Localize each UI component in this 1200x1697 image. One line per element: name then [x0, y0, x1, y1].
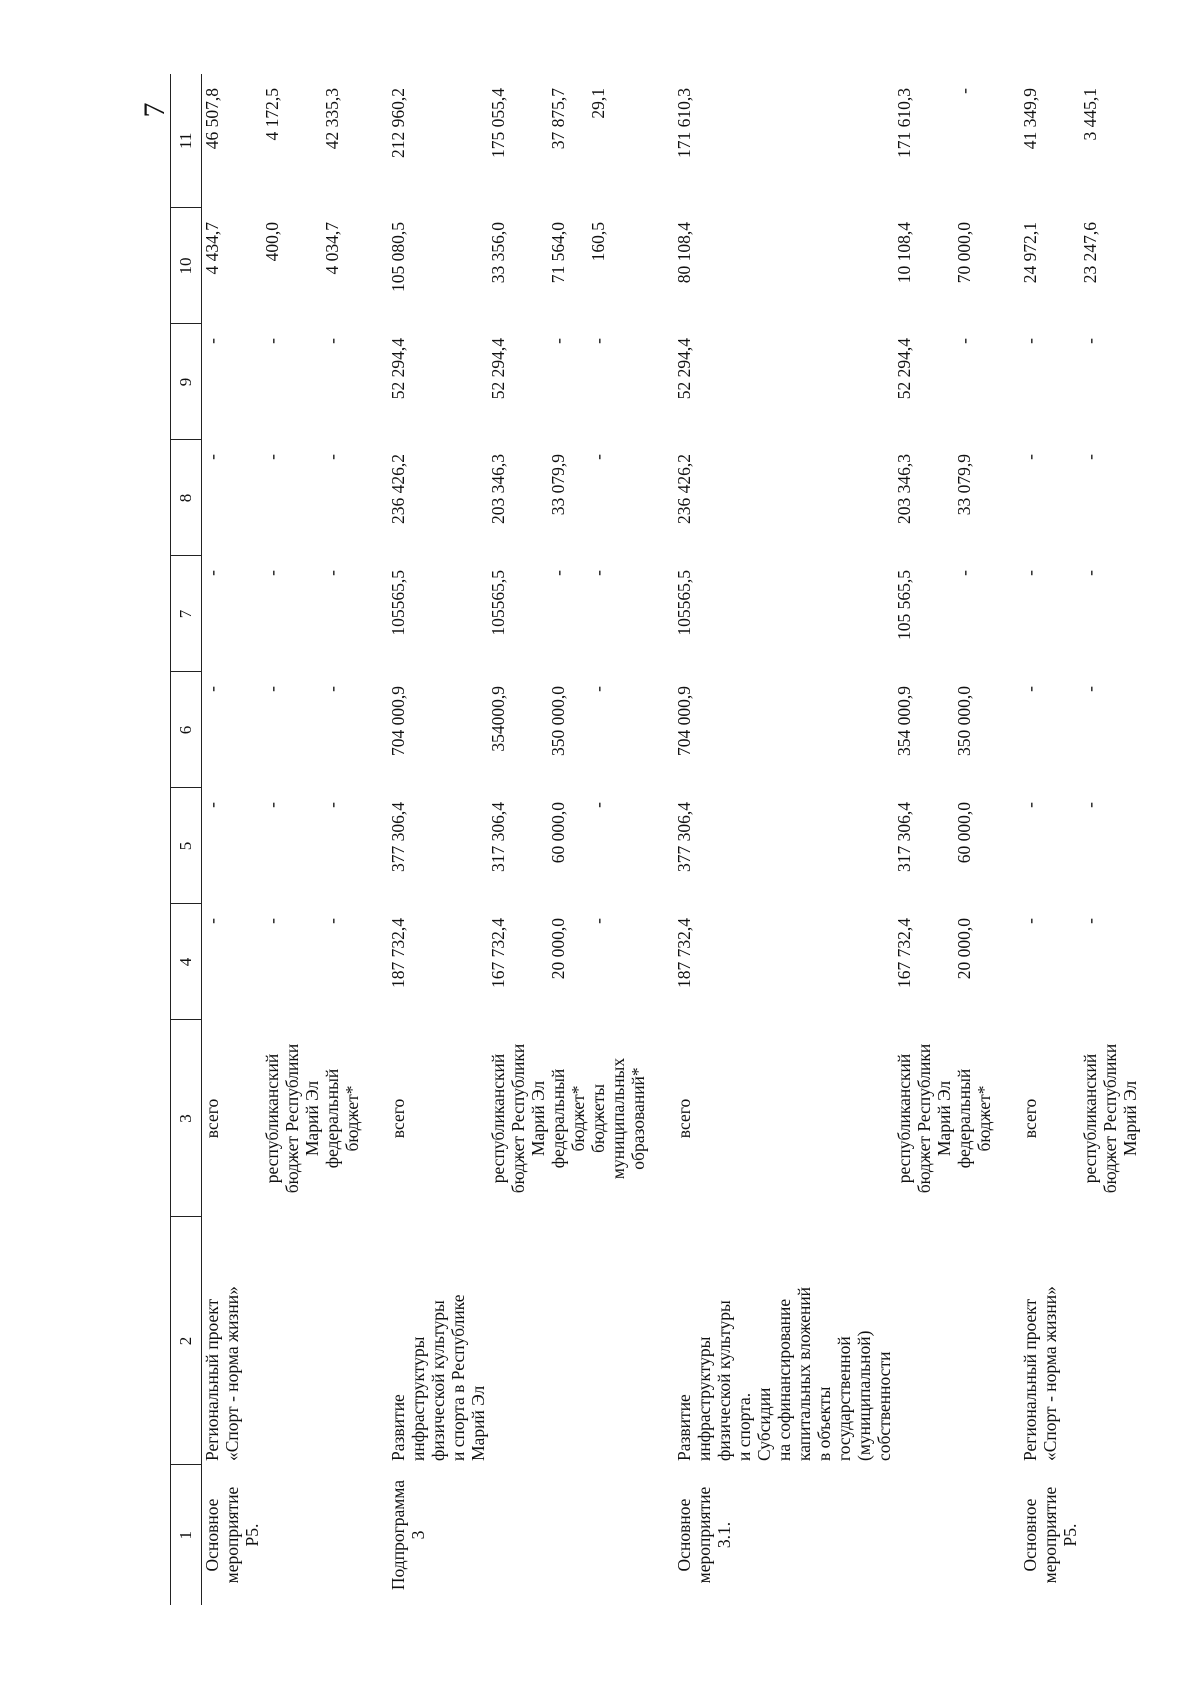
- page-number: 7: [138, 102, 171, 118]
- group-spacer: [362, 74, 388, 1605]
- amount-cell: 52 294,4: [674, 338, 694, 400]
- amount-cell: 212 960,2: [388, 88, 408, 158]
- amount-cell: -: [202, 802, 222, 808]
- amount-cell: -: [588, 454, 608, 460]
- funding-source-cell: всего: [202, 1098, 222, 1139]
- amount-cell: -: [954, 88, 974, 94]
- amount-cell: 46 507,8: [202, 88, 222, 150]
- amount-cell: -: [262, 570, 282, 576]
- budget-table: [170, 74, 1140, 1605]
- program-name-cell: [548, 1465, 588, 1605]
- description-cell: [488, 1217, 548, 1465]
- description-cell: Развитие инфраструктуры физической культуры и спорта. Субсидии на софинансирование капитальных вложений в объекты государственной (муниципальной) собственности: [674, 1286, 894, 1461]
- amount-cell: -: [322, 454, 342, 460]
- column-header: 1: [171, 1465, 202, 1605]
- column-header: 4: [171, 904, 202, 1020]
- amount-cell: 105 080,5: [388, 222, 408, 292]
- amount-cell: 704 000,9: [674, 686, 694, 756]
- amount-cell: 236 426,2: [388, 454, 408, 524]
- amount-cell: -: [954, 338, 974, 344]
- amount-cell: -: [548, 338, 568, 344]
- funding-source-cell: всего: [674, 1098, 694, 1139]
- amount-cell: 23 247,6: [1080, 222, 1100, 284]
- description-cell: [262, 1217, 322, 1465]
- program-name-cell: Основное мероприятие 3.1.: [674, 1486, 734, 1584]
- program-name-cell: [954, 1465, 994, 1605]
- amount-cell: 42 335,3: [322, 88, 342, 150]
- amount-cell: 60 000,0: [954, 802, 974, 864]
- amount-cell: 350 000,0: [954, 686, 974, 756]
- amount-cell: -: [262, 802, 282, 808]
- amount-cell: 33 079,9: [548, 454, 568, 516]
- table-row: [548, 74, 588, 1605]
- program-name-cell: [588, 1465, 648, 1605]
- amount-cell: 317 306,4: [894, 802, 914, 872]
- amount-cell: -: [1020, 918, 1040, 924]
- amount-cell: 354000,9: [488, 686, 508, 752]
- amount-cell: 354 000,9: [894, 686, 914, 756]
- amount-cell: -: [202, 338, 222, 344]
- amount-cell: 203 346,3: [894, 454, 914, 524]
- spacer-cell: [994, 74, 1020, 1605]
- amount-cell: 37 875,7: [548, 88, 568, 150]
- amount-cell: 20 000,0: [954, 918, 974, 980]
- group-spacer: [648, 74, 674, 1605]
- amount-cell: 105565,5: [488, 570, 508, 636]
- amount-cell: 3 445,1: [1080, 88, 1100, 141]
- amount-cell: 29,1: [588, 88, 608, 119]
- amount-cell: 52 294,4: [488, 338, 508, 400]
- table-row: [954, 74, 994, 1605]
- table-row: [488, 74, 548, 1605]
- funding-source-cell: республиканский бюджет Республики Марий Эл: [894, 1043, 954, 1194]
- budget-table-sheet: [170, 88, 1140, 1605]
- amount-cell: -: [322, 338, 342, 344]
- funding-source-cell: бюджеты муниципальных образований*: [588, 1057, 648, 1180]
- column-header: 3: [171, 1020, 202, 1217]
- amount-cell: -: [202, 454, 222, 460]
- table-row: [588, 74, 648, 1605]
- amount-cell: 20 000,0: [548, 918, 568, 980]
- amount-cell: -: [1020, 570, 1040, 576]
- table-body: [202, 74, 1141, 1605]
- amount-cell: 4 172,5: [262, 88, 282, 141]
- column-header: 6: [171, 672, 202, 788]
- spacer-cell: [362, 74, 388, 1605]
- description-cell: [548, 1217, 588, 1465]
- amount-cell: 33 356,0: [488, 222, 508, 284]
- amount-cell: 187 732,4: [674, 918, 694, 988]
- amount-cell: 377 306,4: [388, 802, 408, 872]
- amount-cell: -: [262, 918, 282, 924]
- amount-cell: 171 610,3: [674, 88, 694, 158]
- amount-cell: -: [954, 570, 974, 576]
- spacer-cell: [648, 74, 674, 1605]
- column-header: 8: [171, 440, 202, 556]
- table-row: [674, 74, 894, 1605]
- table-row: [894, 74, 954, 1605]
- description-cell: [1080, 1217, 1140, 1465]
- amount-cell: 10 108,4: [894, 222, 914, 284]
- amount-cell: -: [202, 686, 222, 692]
- funding-source-cell: федеральный бюджет*: [322, 1068, 362, 1169]
- amount-cell: -: [322, 686, 342, 692]
- table-row: [262, 74, 322, 1605]
- amount-cell: -: [548, 570, 568, 576]
- amount-cell: 175 055,4: [488, 88, 508, 158]
- amount-cell: -: [588, 570, 608, 576]
- table-row: [202, 74, 263, 1605]
- amount-cell: 80 108,4: [674, 222, 694, 284]
- amount-cell: 105565,5: [674, 570, 694, 636]
- funding-source-cell: всего: [388, 1098, 408, 1139]
- description-cell: [954, 1217, 994, 1465]
- amount-cell: 105565,5: [388, 570, 408, 636]
- amount-cell: -: [588, 802, 608, 808]
- amount-cell: 236 426,2: [674, 454, 694, 524]
- amount-cell: 52 294,4: [894, 338, 914, 400]
- amount-cell: 33 079,9: [954, 454, 974, 516]
- program-name-cell: [322, 1465, 362, 1605]
- amount-cell: -: [1080, 338, 1100, 344]
- amount-cell: -: [1020, 454, 1040, 460]
- description-cell: Региональный проект «Спорт - норма жизни»: [1020, 1286, 1060, 1461]
- description-cell: [322, 1217, 362, 1465]
- amount-cell: 60 000,0: [548, 802, 568, 864]
- description-cell: Развитие инфраструктуры физической культуры и спорта в Республике Марий Эл: [388, 1294, 488, 1461]
- amount-cell: 160,5: [588, 222, 608, 262]
- funding-source-cell: республиканский бюджет Республики Марий Эл: [262, 1043, 322, 1194]
- amount-cell: -: [1080, 918, 1100, 924]
- amount-cell: -: [322, 570, 342, 576]
- column-header: 2: [171, 1217, 202, 1465]
- amount-cell: 187 732,4: [388, 918, 408, 988]
- amount-cell: -: [262, 338, 282, 344]
- program-name-cell: Основное мероприятие Р5.: [202, 1486, 262, 1584]
- description-cell: Региональный проект «Спорт - норма жизни»: [202, 1286, 242, 1461]
- amount-cell: -: [588, 686, 608, 692]
- amount-cell: -: [202, 570, 222, 576]
- column-header: 7: [171, 556, 202, 672]
- description-cell: [894, 1217, 954, 1465]
- amount-cell: -: [1080, 802, 1100, 808]
- table-header-row: [171, 74, 202, 1605]
- amount-cell: -: [262, 454, 282, 460]
- table-row: [322, 74, 362, 1605]
- program-name-cell: [488, 1465, 548, 1605]
- group-spacer: [994, 74, 1020, 1605]
- amount-cell: -: [1020, 686, 1040, 692]
- amount-cell: 400,0: [262, 222, 282, 262]
- amount-cell: 350 000,0: [548, 686, 568, 756]
- table-row: [1020, 74, 1080, 1605]
- amount-cell: 52 294,4: [388, 338, 408, 400]
- amount-cell: 24 972,1: [1020, 222, 1040, 284]
- amount-cell: -: [322, 802, 342, 808]
- program-name-cell: [1080, 1465, 1140, 1605]
- amount-cell: 71 564,0: [548, 222, 568, 284]
- funding-source-cell: федеральный бюджет*: [548, 1068, 588, 1169]
- amount-cell: 171 610,3: [894, 88, 914, 158]
- amount-cell: -: [588, 338, 608, 344]
- program-name-cell: Основное мероприятие Р5.: [1020, 1486, 1080, 1584]
- funding-source-cell: федеральный бюджет*: [954, 1068, 994, 1169]
- amount-cell: 317 306,4: [488, 802, 508, 872]
- amount-cell: 70 000,0: [954, 222, 974, 284]
- amount-cell: -: [1020, 802, 1040, 808]
- table-row: [1080, 74, 1140, 1605]
- amount-cell: 167 732,4: [894, 918, 914, 988]
- amount-cell: -: [322, 918, 342, 924]
- amount-cell: -: [588, 918, 608, 924]
- amount-cell: 167 732,4: [488, 918, 508, 988]
- amount-cell: -: [262, 686, 282, 692]
- column-header: 9: [171, 324, 202, 440]
- amount-cell: 377 306,4: [674, 802, 694, 872]
- funding-source-cell: республиканский бюджет Республики Марий Эл: [1080, 1043, 1140, 1194]
- funding-source-cell: всего: [1020, 1098, 1040, 1139]
- column-header: 5: [171, 788, 202, 904]
- amount-cell: 4 034,7: [322, 222, 342, 275]
- amount-cell: -: [1080, 454, 1100, 460]
- program-name-cell: [262, 1465, 322, 1605]
- amount-cell: 4 434,7: [202, 222, 222, 275]
- amount-cell: -: [1020, 338, 1040, 344]
- funding-source-cell: республиканский бюджет Республики Марий Эл: [488, 1043, 548, 1194]
- amount-cell: 105 565,5: [894, 570, 914, 640]
- amount-cell: 704 000,9: [388, 686, 408, 756]
- amount-cell: -: [1080, 570, 1100, 576]
- amount-cell: -: [202, 918, 222, 924]
- amount-cell: 41 349,9: [1020, 88, 1040, 150]
- description-cell: [588, 1217, 648, 1465]
- program-name-cell: [894, 1465, 954, 1605]
- column-header: 10: [171, 208, 202, 324]
- table-row: [388, 74, 488, 1605]
- program-name-cell: Подпрограмма 3: [388, 1479, 428, 1591]
- column-header: 11: [171, 74, 202, 208]
- amount-cell: 203 346,3: [488, 454, 508, 524]
- amount-cell: -: [1080, 686, 1100, 692]
